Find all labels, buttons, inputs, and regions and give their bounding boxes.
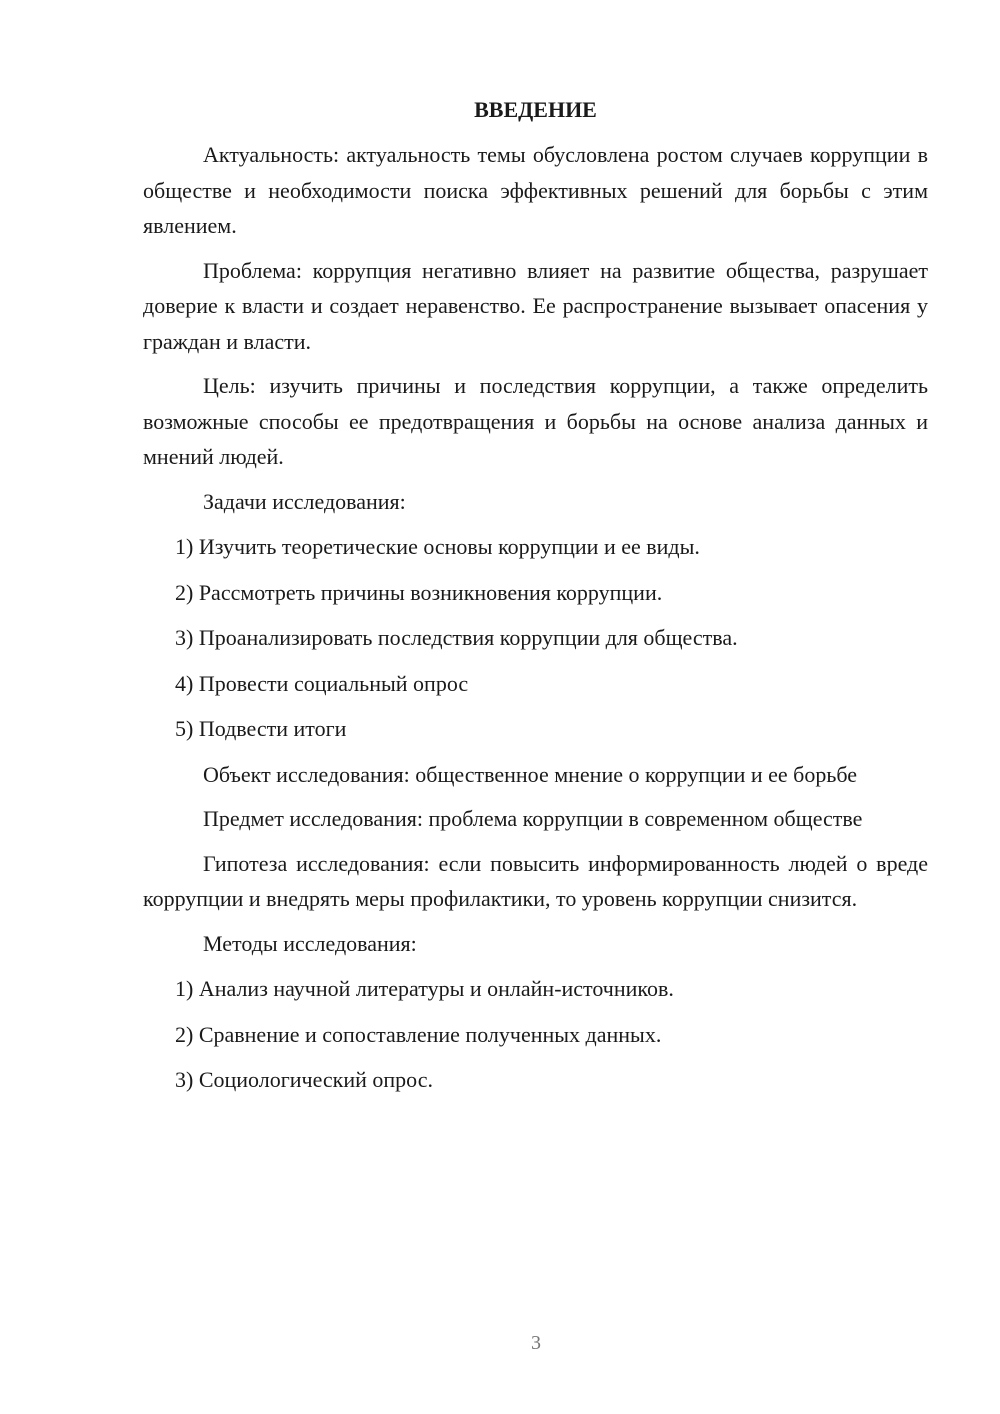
paragraph-relevance: Актуальность: актуальность темы обусловлена ростом случаев коррупции в обществе и необходимости поиска эффективных решений для борьбы с этим явлением. <box>143 142 928 238</box>
page-number: 3 <box>531 1332 541 1354</box>
paragraph-subject: Предмет исследования: проблема коррупции в современном обществе <box>203 806 863 831</box>
list-item: 4) Провести социальный опрос <box>175 670 469 696</box>
document-page <box>143 93 928 1108</box>
list-item: 3) Проанализировать последствия коррупции для общества. <box>175 625 738 650</box>
list-item: 3) Социологический опрос. <box>175 1067 433 1092</box>
list-item: 2) Сравнение и сопоставление полученных данных. <box>175 1021 662 1047</box>
paragraph-object: Объект исследования: общественное мнение о коррупции и ее борьбе <box>203 761 858 787</box>
list-item: 2) Рассмотреть причины возникновения коррупции. <box>175 579 663 605</box>
methods-heading: Методы исследования: <box>203 930 417 956</box>
list-item: 1) Анализ научной литературы и онлайн-источников. <box>175 976 674 1001</box>
paragraph-problem: Проблема: коррупция негативно влияет на развитие общества, разрушает доверие к власти и создает неравенство. Ее распространение вызывает опасения у граждан и власти. <box>143 257 928 354</box>
tasks-heading: Задачи исследования: <box>203 488 406 514</box>
paragraph-goal: Цель: изучить причины и последствия коррупции, а также определить возможные способы ее предотвращения и борьбы на основе анализа данных и мнений людей. <box>143 373 928 469</box>
methods-list <box>143 971 928 1098</box>
list-item: 5) Подвести итоги <box>175 716 347 741</box>
list-item: 1) Изучить теоретические основы коррупции и ее виды. <box>175 534 700 559</box>
paragraph-hypothesis: Гипотеза исследования: если повысить информированность людей о вреде коррупции и внедрять меры профилактики, то уровень коррупции снизится. <box>143 850 928 911</box>
page-title: ВВЕДЕНИЕ <box>474 97 597 122</box>
tasks-list <box>143 529 928 747</box>
